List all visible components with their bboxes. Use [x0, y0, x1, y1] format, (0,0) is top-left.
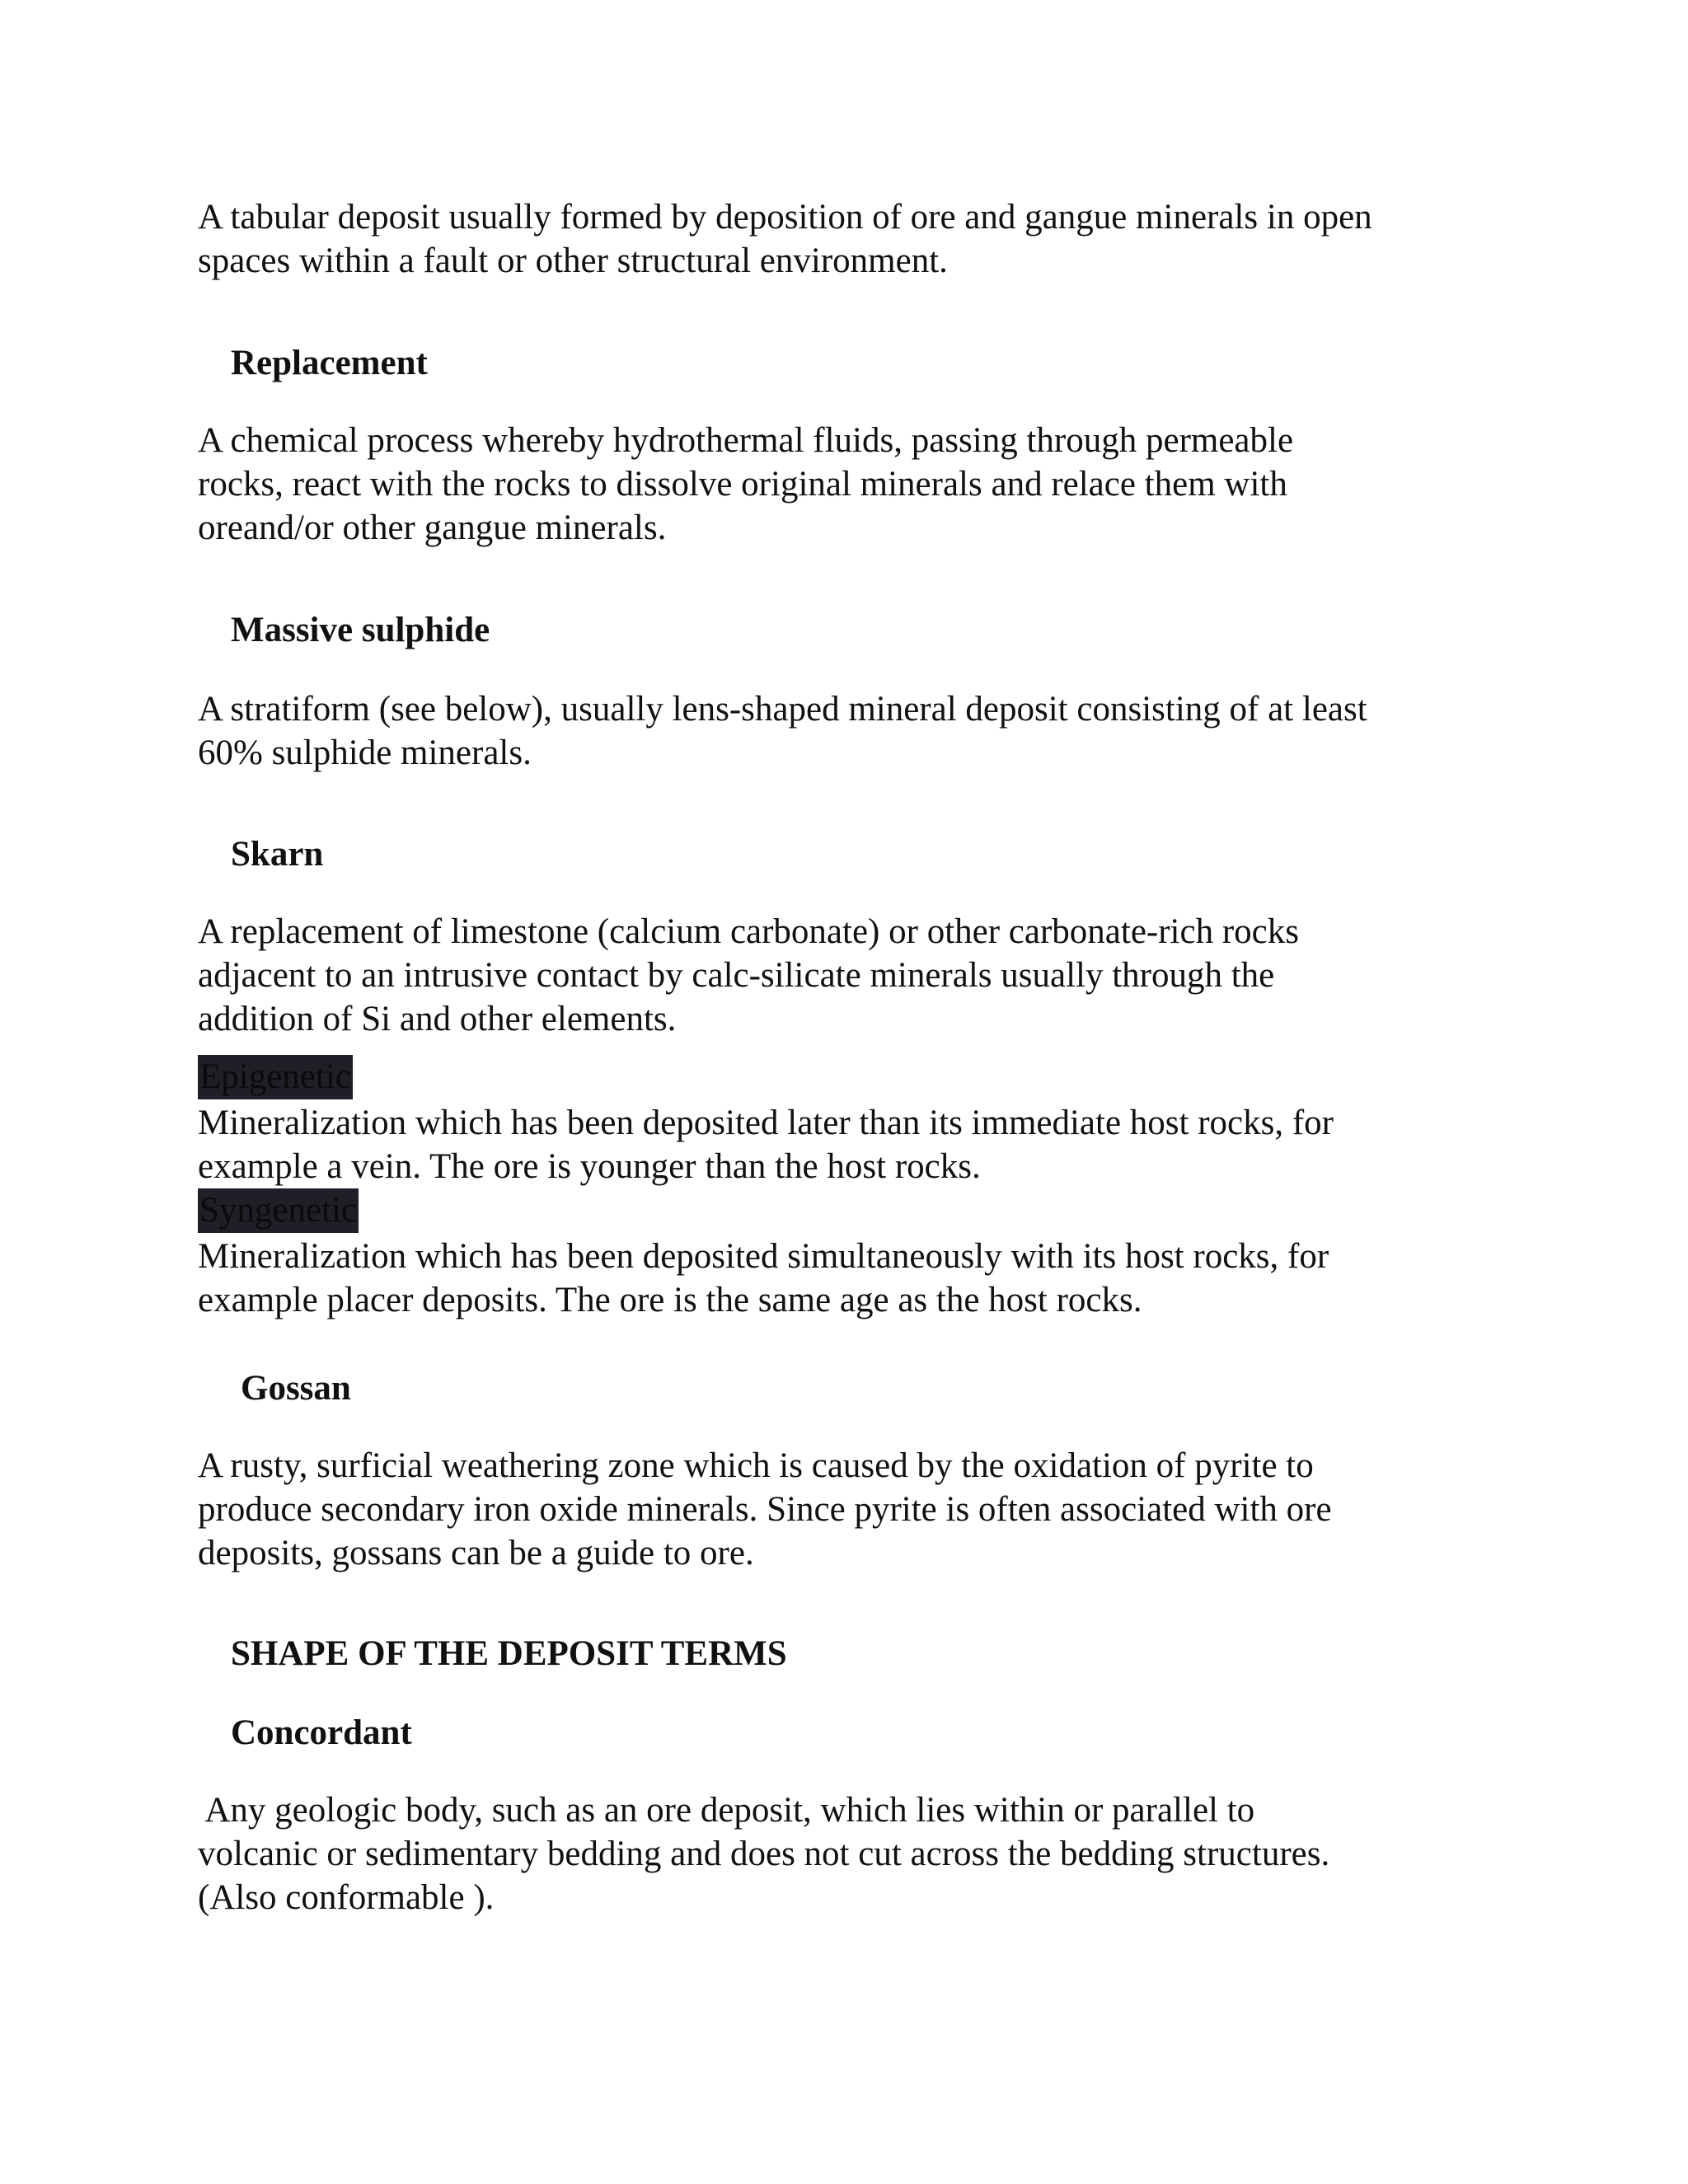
paragraph-line: spaces within a fault or other structural environment.	[198, 241, 948, 280]
syngenetic-paragraph	[198, 1235, 1517, 1322]
paragraph-line: oreand/or other gangue minerals.	[198, 509, 667, 547]
concordant-heading: Concordant	[231, 1713, 412, 1752]
paragraph-line: adjacent to an intrusive contact by calc-silicate minerals usually through the	[198, 956, 1275, 995]
gossan-heading: Gossan	[241, 1369, 351, 1408]
paragraph-line: example placer deposits. The ore is the same age as the host rocks.	[198, 1281, 1142, 1319]
paragraph-line: volcanic or sedimentary bedding and does not cut across the bedding structures.	[198, 1835, 1330, 1873]
paragraph-line: Mineralization which has been deposited simultaneously with its host rocks, for	[198, 1237, 1329, 1276]
paragraph-line: deposits, gossans can be a guide to ore.	[198, 1534, 754, 1572]
paragraph-line: A replacement of limestone (calcium carbonate) or other carbonate-rich rocks	[198, 912, 1299, 951]
paragraph-line: A stratiform (see below), usually lens-shaped mineral deposit consisting of at least	[198, 690, 1367, 729]
paragraph-line: produce secondary iron oxide minerals. Since pyrite is often associated with ore	[198, 1490, 1332, 1529]
paragraph-line: Mineralization which has been deposited later than its immediate host rocks, for	[198, 1104, 1334, 1142]
paragraph-line: rocks, react with the rocks to dissolve original minerals and relace them with	[198, 465, 1287, 504]
paragraph-line: addition of Si and other elements.	[198, 1000, 677, 1038]
epigenetic-heading-highlight: Epigenetic	[198, 1055, 353, 1099]
shape-section-heading: SHAPE OF THE DEPOSIT TERMS	[231, 1634, 787, 1673]
replacement-paragraph	[198, 419, 1517, 550]
syngenetic-heading-highlight: Syngenetic	[198, 1188, 359, 1233]
paragraph-line: A rusty, surficial weathering zone which is caused by the oxidation of pyrite to	[198, 1446, 1314, 1485]
paragraph-line: A chemical process whereby hydrothermal fluids, passing through permeable	[198, 421, 1294, 460]
epigenetic-paragraph	[198, 1101, 1517, 1188]
skarn-heading: Skarn	[231, 835, 324, 874]
massive-sulphide-heading: Massive sulphide	[231, 611, 490, 649]
skarn-paragraph	[198, 910, 1517, 1041]
paragraph-line: 60% sulphide minerals.	[198, 733, 532, 772]
paragraph-line: example a vein. The ore is younger than the host rocks.	[198, 1147, 981, 1186]
paragraph-line: A tabular deposit usually formed by deposition of ore and gangue minerals in open	[198, 198, 1372, 237]
replacement-heading: Replacement	[231, 344, 428, 382]
massive-sulphide-paragraph	[198, 687, 1517, 775]
paragraph-line: Any geologic body, such as an ore deposit, which lies within or parallel to	[198, 1791, 1255, 1830]
paragraph-line: (Also conformable ).	[198, 1878, 495, 1917]
intro-paragraph	[198, 195, 1517, 283]
concordant-paragraph	[198, 1788, 1517, 1919]
gossan-paragraph	[198, 1444, 1517, 1575]
